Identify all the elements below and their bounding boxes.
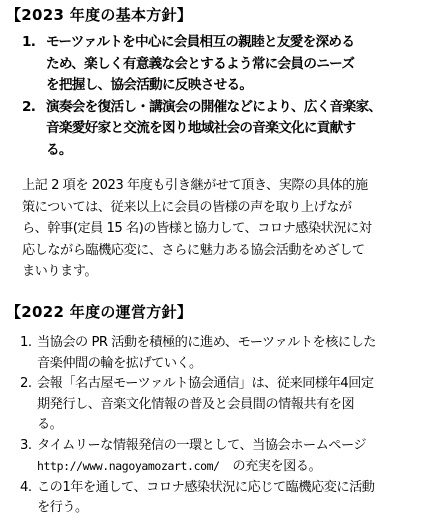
item-text-line: タイムリーな情報発信の一環として、当協会ホームページ	[37, 437, 367, 453]
operating-policy-list	[20, 333, 422, 519]
item-text-line: 演奏会を復活し・講演会の開催などにより、広く音楽家、	[46, 98, 382, 115]
item-text-line: この1年を通して、コロナ感染状況に応じて臨機応変に活動	[37, 479, 375, 495]
paragraph-line: まいります。	[22, 264, 98, 279]
operating-policy-item-2	[20, 374, 422, 436]
item-number: 1.	[22, 34, 36, 50]
paragraph-line: ら、幹事(定員 15 名)の皆様と協力して、コロナ感染状況に対	[22, 221, 372, 236]
operating-policy-item-4	[20, 478, 422, 519]
item-text-line: を行う。	[37, 500, 88, 515]
item-number: 3.	[20, 437, 32, 453]
item-text-line: 音楽仲間の輪を拡げていく。	[37, 355, 202, 371]
item-text-line: る。	[46, 141, 72, 158]
item-text-line: 音楽愛好家と交流を図り地域社会の音楽文化に貢献す	[46, 120, 356, 136]
item-text-line: 会報「名古屋モーツァルト協会通信」は、従来同様年4回定	[37, 376, 374, 391]
item-number: 1.	[20, 335, 32, 350]
item-text-line	[37, 456, 422, 478]
basic-policy-item-2	[22, 97, 422, 162]
section-heading-2023: 【2023 年度の基本方針】	[6, 6, 193, 24]
homepage-url-link[interactable]: http://www.nagoyamozart.com/	[37, 459, 220, 473]
basic-policy-list	[22, 32, 422, 161]
item-text-line: を把握し、協会活動に反映させる。	[46, 77, 253, 93]
item-text-line: る。	[37, 417, 63, 432]
policy-paragraph	[22, 175, 418, 283]
operating-policy-item-1	[20, 333, 422, 374]
item-text-line: モーツァルトを中心に会員相互の親睦と友愛を深める	[46, 34, 355, 50]
item-text-suffix: の充実を図る。	[219, 459, 322, 474]
item-text-line: 期発行し、音楽文化情報の普及と会員間の情報共有を図	[37, 396, 355, 412]
basic-policy-item-1	[22, 32, 422, 97]
paragraph-line: 応しながら臨機応変に、さらに魅力ある協会活動をめざして	[22, 242, 365, 258]
item-number: 2.	[22, 98, 36, 115]
item-number: 4.	[20, 479, 32, 495]
section-heading-2022: 【2022 年度の運営方針】	[6, 303, 193, 321]
paragraph-line: 上記 2 項を 2023 年度も引き継がせて頂き、実際の具体的施	[22, 178, 368, 193]
item-number: 2.	[20, 376, 32, 391]
item-text-line: ため、楽しく有意義な会とするよう常に会員のニーズ	[46, 55, 355, 72]
operating-policy-item-3	[20, 436, 422, 478]
item-text-line: 当協会の PR 活動を積極的に進め、モーツァルトを核にした	[37, 335, 376, 350]
paragraph-line: 策については、従来以上に会員の皆様の声を取り上げなが	[22, 199, 352, 215]
